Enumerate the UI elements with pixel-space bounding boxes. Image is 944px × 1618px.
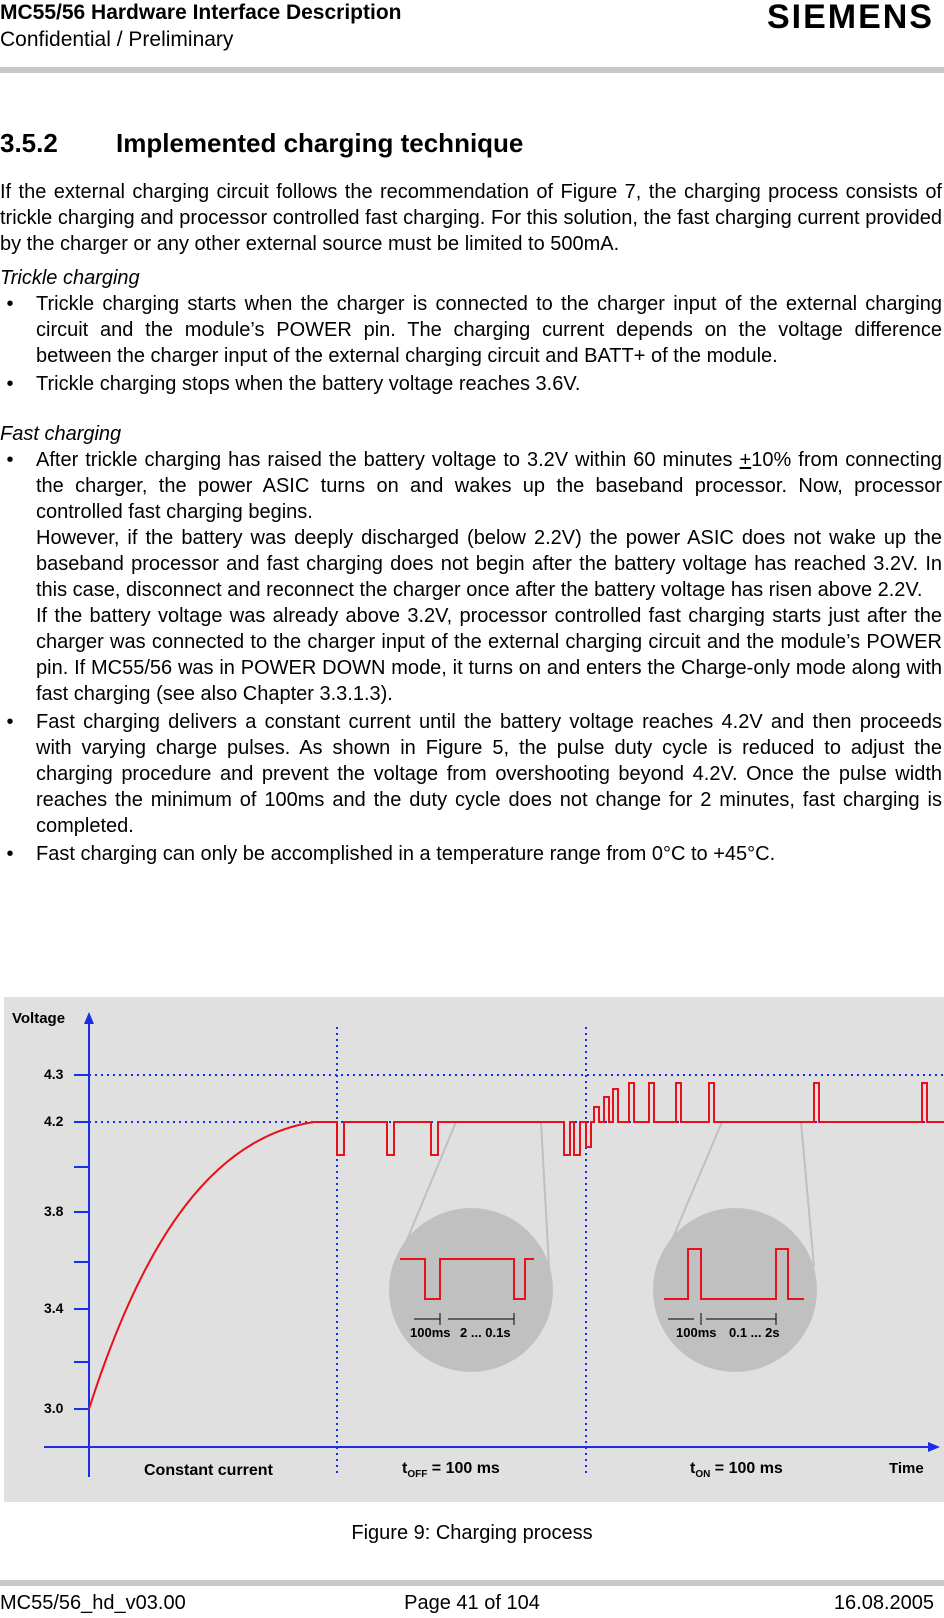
- bullet-icon: •: [6, 711, 14, 733]
- phase-label-ton-t: t: [690, 1460, 696, 1477]
- section-title: Implemented charging technique: [116, 128, 524, 158]
- list-item-text: However, if the battery was deeply discharged (below 2.2V) the power ASIC does not wake up the baseband processor and fast charging does not begin after the battery voltage has reached 3.2V. In this case, disconnect and reconnect the charger once after the battery voltage has risen above 2.2V.: [36, 527, 942, 601]
- phase-label-ton-sub: ON: [695, 1469, 711, 1480]
- y-tick-label: 3.0: [44, 1400, 64, 1416]
- zoom-right-label-b: 0.1 ... 2s: [729, 1325, 780, 1340]
- list-item: [0, 841, 942, 867]
- list-item-text: 10% from connecting the charger, the power ASIC turns on and wakes up the baseband processor. Now, processor controlled fast charging begins.: [36, 449, 942, 523]
- footer-page-number: Page 41 of 104: [404, 1592, 540, 1614]
- bullet-icon: •: [6, 293, 14, 315]
- y-tick-label: 4.2: [44, 1113, 64, 1129]
- section-heading: [0, 128, 523, 159]
- bullet-icon: •: [6, 449, 14, 471]
- charging-chart-svg: [4, 997, 944, 1502]
- list-item: [0, 709, 942, 839]
- section-number: 3.5.2: [0, 128, 58, 158]
- document-title: MC55/56 Hardware Interface Description: [0, 1, 402, 24]
- list-item: [0, 291, 942, 369]
- list-item-text: Fast charging delivers a constant current until the battery voltage reaches 4.2V and then proceeds with varying charge pulses. As shown in Figure 5, the pulse duty cycle is reduced to adjust the charging procedure and prevent the voltage from overshooting beyond 4.2V. Once the pulse width reaches the minimum of 100ms and the duty cycle does not change for 2 minutes, fast charging is completed.: [36, 711, 942, 837]
- footer-doc-id: MC55/56_hd_v03.00: [0, 1592, 186, 1614]
- trickle-list: [0, 291, 942, 397]
- footer-rule: [0, 1580, 944, 1586]
- zoom-left-label-b: 2 ... 0.1s: [460, 1325, 511, 1340]
- bullet-icon: •: [6, 843, 14, 865]
- list-item-text: Fast charging can only be accomplished in a temperature range from 0°C to +45°C.: [36, 843, 776, 865]
- siemens-logo: SIEMENS: [766, 0, 934, 36]
- phase-label-toff-rest: = 100 ms: [427, 1460, 500, 1477]
- x-axis-label: Time: [889, 1460, 924, 1477]
- charging-process-chart: [4, 997, 944, 1502]
- list-item: [0, 371, 942, 397]
- figure-caption: Figure 9: Charging process: [351, 1522, 593, 1544]
- y-tick-label: 4.3: [44, 1066, 64, 1082]
- phase-label-ton-rest: = 100 ms: [710, 1460, 783, 1477]
- footer-date: 16.08.2005: [833, 1592, 934, 1614]
- y-tick-label: 3.8: [44, 1203, 64, 1219]
- trickle-heading: Trickle charging: [0, 267, 140, 289]
- zoom-left-label-a: 100ms: [410, 1325, 451, 1340]
- list-item-text: Trickle charging starts when the charger is connected to the charger input of the external charging circuit and the module’s POWER pin. The charging current depends on the voltage difference between the charger input of the external charging circuit and BATT+ of the module.: [36, 293, 942, 367]
- zoom-circle-right: [653, 1208, 817, 1372]
- y-tick-label: 3.4: [44, 1300, 64, 1316]
- plus-minus: +: [739, 449, 752, 471]
- zoom-right-label-a: 100ms: [676, 1325, 717, 1340]
- fast-list: [0, 447, 942, 867]
- y-axis-label: Voltage: [12, 1010, 66, 1027]
- document-subtitle: Confidential / Preliminary: [0, 28, 234, 51]
- zoom-circle-left: [389, 1208, 553, 1372]
- body-text: [0, 179, 942, 867]
- phase-label-toff-t: t: [402, 1460, 408, 1477]
- fast-heading: Fast charging: [0, 423, 122, 445]
- list-item-text: If the battery voltage was already above 3.2V, processor controlled fast charging starts just after the charger was connected to the charger input of the external charging circuit and the module’s POWER pin. If MC55/56 was in POWER DOWN mode, it turns on and enters the Charge-only mode along with fast charging (see also Chapter 3.3.1.3).: [36, 605, 942, 705]
- phase-label-constant-current: Constant current: [144, 1462, 273, 1479]
- list-item-text: Trickle charging stops when the battery voltage reaches 3.6V.: [36, 373, 581, 395]
- intro-paragraph: If the external charging circuit follows the recommendation of Figure 7, the charging process consists of trickle charging and processor controlled fast charging. For this solution, the fast charging current provided by the charger or any other external source must be limited to 500mA.: [0, 181, 942, 255]
- header-rule: [0, 67, 944, 73]
- list-item: [0, 447, 942, 707]
- phase-label-toff-sub: OFF: [407, 1469, 428, 1480]
- bullet-icon: •: [6, 373, 14, 395]
- list-item-text: After trickle charging has raised the battery voltage to 3.2V within 60 minutes: [36, 449, 740, 471]
